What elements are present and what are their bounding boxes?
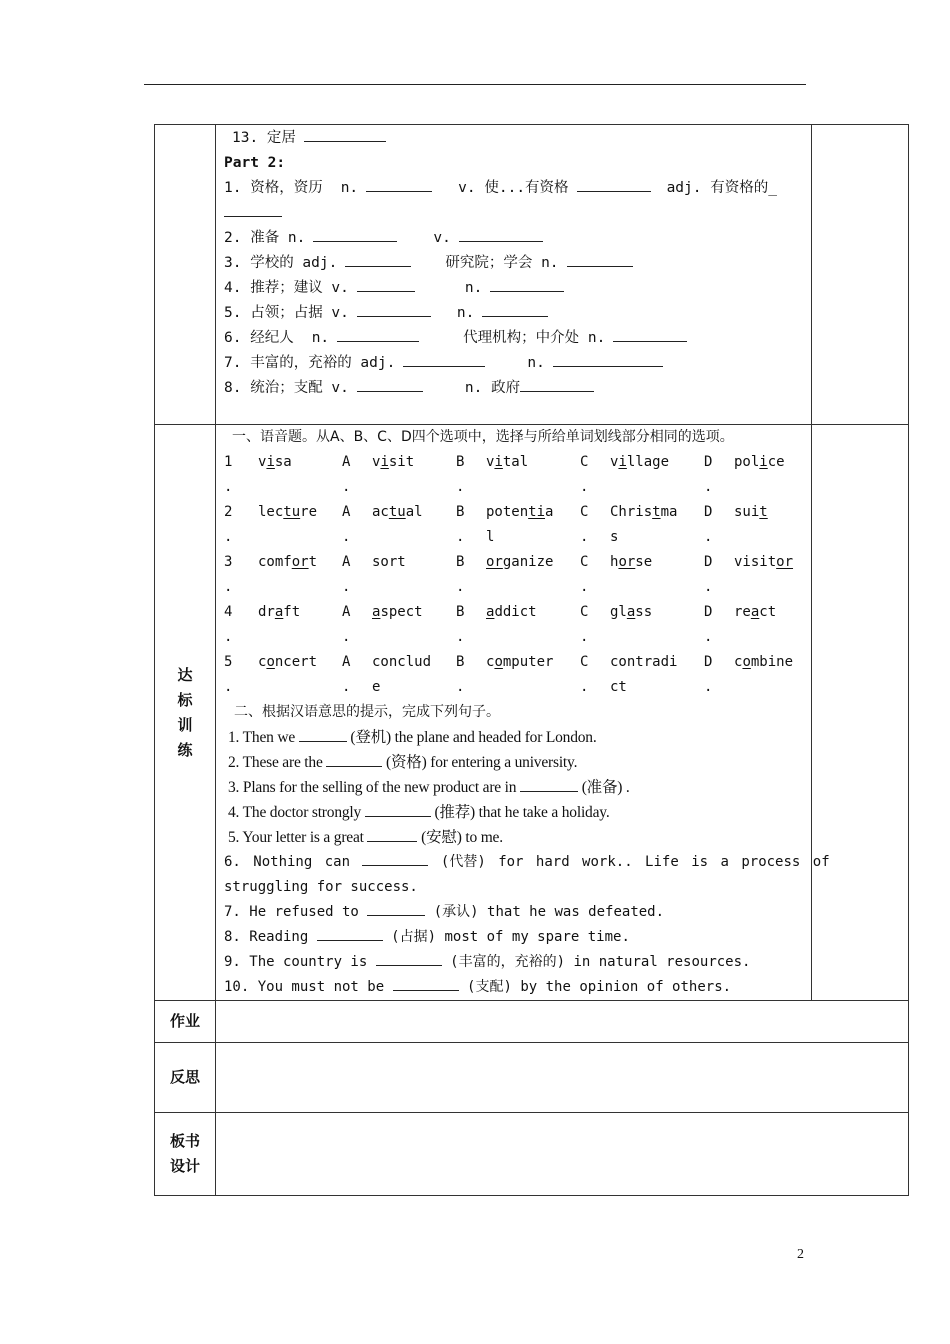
word-part: ddict	[494, 604, 537, 620]
sentence-item: 5. Your letter is a great (安慰) to me.	[216, 825, 811, 850]
underlined-part: i	[494, 454, 503, 470]
mcq-number: 1	[224, 454, 233, 470]
word-part: Chris	[610, 504, 653, 520]
word-part: ganize	[502, 554, 554, 570]
vocab-item-1: 1. 资格，资历 n. v. 使...有资格 adj. 有资格的_	[216, 176, 811, 201]
empty-label-cell	[155, 125, 216, 425]
option-letter: C	[580, 454, 589, 470]
mcq-option-word	[610, 450, 704, 475]
option-letter: A	[342, 454, 351, 470]
option-letter: B	[456, 454, 465, 470]
word-continuation: ct	[610, 679, 627, 695]
word-part: mbine	[750, 654, 794, 670]
word-part: al	[405, 504, 423, 520]
underlined-part: i	[759, 454, 768, 470]
mcq-option-word	[372, 450, 456, 475]
option-letter: B	[456, 654, 465, 670]
mcq-number: 3	[224, 554, 233, 570]
word-continuation: l	[486, 529, 495, 545]
notes-cell	[812, 425, 909, 1001]
option-letter: D	[704, 504, 713, 520]
option-letter: A	[342, 654, 351, 670]
answer-blank	[393, 975, 459, 991]
chinese-hint: (丰富的，充裕的)	[450, 954, 566, 970]
option-letter: C	[580, 654, 589, 670]
option-letter: D	[704, 454, 713, 470]
sentence-item: 8. Reading (占据) most of my spare time.	[216, 925, 811, 950]
mcq-option-word	[486, 550, 580, 575]
word-part: sort	[372, 554, 406, 570]
underlined-part: or	[486, 554, 503, 570]
vocab-item-3: 3. 学校的 adj. 研究院；学会 n.	[216, 251, 811, 276]
section1-title: 一、语音题。从A、B、C、D四个选项中，选择与所给单词划线部分相同的选项。	[232, 429, 734, 445]
mcq-option-word	[734, 550, 804, 575]
vocab-item-1-cont	[216, 201, 811, 226]
word-part: visit	[734, 554, 777, 570]
option-letter: D	[704, 604, 713, 620]
mcq-option-word	[486, 650, 580, 675]
underlined-part: o	[266, 654, 275, 670]
word-part: comf	[258, 554, 292, 570]
mcq-option-word	[486, 450, 580, 475]
answer-blank	[376, 950, 442, 966]
word-part: poten	[486, 504, 529, 520]
underlined-part: o	[742, 654, 751, 670]
lesson-table	[154, 124, 909, 1196]
header-rule	[144, 84, 806, 85]
word-part: sa	[274, 454, 292, 470]
underlined-part: ti	[528, 504, 546, 520]
chinese-hint: (推荐)	[434, 804, 475, 821]
mcq-option-word	[734, 450, 804, 475]
option-letter: C	[580, 504, 589, 520]
option-letter: A	[342, 604, 351, 620]
sentence-item: 7. He refused to (承认) that he was defeated.	[216, 900, 811, 925]
vocab-section	[216, 125, 812, 425]
word-part: llage	[626, 454, 670, 470]
word-part: sui	[734, 504, 760, 520]
vocab-item-8: 8. 统治；支配 v. n. 政府	[216, 376, 811, 401]
word-part: v	[372, 454, 381, 470]
mcq-option-word	[486, 500, 580, 525]
underlined-part: a	[274, 604, 284, 620]
answer-blank	[520, 776, 578, 792]
mcq-row-dots: . . . l . s .	[224, 525, 804, 550]
mcq-row-dots: . . e . . ct .	[224, 675, 804, 700]
word-part: spect	[380, 604, 423, 620]
option-letter: C	[580, 554, 589, 570]
chinese-hint: (承认)	[433, 904, 479, 920]
option-letter: D	[704, 654, 713, 670]
answer-blank	[326, 751, 382, 767]
word-part: ac	[372, 504, 389, 520]
word-part: c	[258, 654, 267, 670]
word-part: pol	[734, 454, 760, 470]
sentence-item: 9. The country is (丰富的，充裕的) in natural resources.	[216, 950, 811, 975]
word-part: lec	[258, 504, 284, 520]
word-part: ft	[283, 604, 301, 620]
sentence-item: 4. The doctor strongly (推荐) that he take a holiday.	[216, 800, 811, 825]
word-part: a	[545, 504, 554, 520]
underlined-part: t	[759, 504, 768, 520]
mcq-option-word	[610, 550, 704, 575]
mcq-row	[224, 500, 804, 525]
vocab-item-4: 4. 推荐；建议 v. n.	[216, 276, 811, 301]
mcq-row-dots: . . . . .	[224, 479, 713, 495]
chinese-hint: (安慰)	[421, 829, 462, 846]
mcq-number: 4	[224, 604, 233, 620]
underlined-part: a	[626, 604, 636, 620]
option-letter: C	[580, 604, 589, 620]
mcq-option-word	[734, 650, 804, 675]
mcq-option-word	[610, 600, 704, 625]
sentence-6-cont: struggling for success.	[224, 879, 418, 895]
vocab-item-6: 6. 经纪人 n. 代理机构；中介处 n.	[216, 326, 811, 351]
reflection-cell	[216, 1043, 909, 1113]
practice-label: 达 标 训 练	[155, 425, 216, 1001]
sentence-item: 3. Plans for the selling of the new product are in (准备) .	[216, 775, 811, 800]
underlined-part: or	[618, 554, 636, 570]
mcq-number: 5	[224, 654, 233, 670]
practice-section	[216, 425, 830, 1001]
word-part: h	[610, 554, 619, 570]
answer-blank	[367, 900, 425, 916]
mcq-option-word	[486, 600, 580, 625]
page-number: 2	[797, 1247, 804, 1262]
underlined-part: i	[618, 454, 627, 470]
mcq-option-word	[372, 550, 456, 575]
mcq-target-word	[258, 500, 342, 525]
answer-blank	[365, 801, 431, 817]
mcq-row	[224, 550, 804, 575]
word-part: ce	[767, 454, 785, 470]
underlined-part: a	[486, 604, 495, 620]
answer-blank	[317, 925, 383, 941]
mcq-target-word	[258, 450, 342, 475]
option-letter: A	[342, 504, 351, 520]
word-part: re	[300, 504, 318, 520]
underlined-part: o	[494, 654, 503, 670]
homework-cell	[216, 1001, 909, 1043]
mcq-number: 2	[224, 504, 233, 520]
word-part: c	[486, 654, 495, 670]
underlined-part: tu	[388, 504, 406, 520]
mcq-row	[224, 600, 804, 625]
mcq-option-word	[610, 500, 704, 525]
answer-blank	[299, 726, 347, 742]
word-part: ss	[635, 604, 653, 620]
word-part: c	[734, 654, 743, 670]
word-part: se	[635, 554, 653, 570]
board-design-label: 板书 设计	[155, 1113, 216, 1196]
sentence-6: 6. Nothing can (代替) for hard work.. Life is a process of	[216, 850, 811, 875]
word-part: v	[610, 454, 619, 470]
word-part: ma	[660, 504, 678, 520]
word-part: t	[308, 554, 318, 570]
mcq-option-word	[734, 500, 804, 525]
mcq-target-word	[258, 600, 342, 625]
homework-label: 作业	[155, 1001, 216, 1043]
board-design-cell	[216, 1113, 909, 1196]
phonetics-question-table	[224, 450, 804, 700]
word-part: sit	[388, 454, 415, 470]
word-part: ct	[759, 604, 777, 620]
part2-heading: Part 2:	[224, 155, 286, 171]
mcq-target-word	[258, 650, 342, 675]
mcq-option-word	[372, 500, 456, 525]
word-part: v	[486, 454, 495, 470]
answer-blank	[367, 826, 417, 842]
underlined-part: a	[750, 604, 760, 620]
option-letter: B	[456, 504, 465, 520]
mcq-row	[224, 450, 804, 475]
sentence-item: 10. You must not be (支配) by the opinion of others.	[216, 975, 811, 1000]
word-part: mputer	[502, 654, 554, 670]
chinese-hint: (登机)	[350, 729, 391, 746]
mcq-target-word	[258, 550, 342, 575]
vocab-item-5: 5. 占领；占据 v. n.	[216, 301, 811, 326]
underlined-part: a	[372, 604, 381, 620]
word-part: contradi	[610, 654, 678, 670]
mcq-row	[224, 650, 804, 675]
word-part: re	[734, 604, 751, 620]
vocab-item-7: 7. 丰富的，充裕的 adj. n.	[216, 351, 811, 376]
word-part: conclud	[372, 654, 432, 670]
mcq-row-dots: . . . . .	[224, 629, 713, 645]
vocab-item-2: 2. 准备 n. v.	[216, 226, 811, 251]
chinese-hint: (占据)	[391, 929, 437, 945]
word-part: gl	[610, 604, 627, 620]
mcq-option-word	[372, 650, 456, 675]
word-part: tal	[502, 454, 529, 470]
underlined-part: or	[291, 554, 309, 570]
chinese-hint: (资格)	[386, 754, 427, 771]
underlined-part: i	[266, 454, 275, 470]
mcq-row-dots: . . . . .	[224, 579, 713, 595]
option-letter: A	[342, 554, 351, 570]
underlined-part: i	[380, 454, 389, 470]
option-letter: B	[456, 604, 465, 620]
sentence-item: 2. These are the (资格) for entering a university.	[216, 750, 811, 775]
underlined-part: t	[652, 504, 661, 520]
word-continuation: s	[610, 529, 619, 545]
chinese-hint: (准备)	[581, 779, 623, 796]
chinese-hint: (支配)	[467, 979, 512, 995]
word-part: v	[258, 454, 267, 470]
mcq-option-word	[372, 600, 456, 625]
mcq-option-word	[610, 650, 704, 675]
vocab-item-13: 13. 定居	[216, 126, 811, 151]
option-letter: B	[456, 554, 465, 570]
underlined-part: or	[776, 554, 794, 570]
mcq-option-word	[734, 600, 804, 625]
word-continuation: e	[372, 679, 381, 695]
underlined-part: tu	[283, 504, 301, 520]
word-part: ncert	[274, 654, 318, 670]
reflection-label: 反思	[155, 1043, 216, 1113]
section2-title: 二、根据汉语意思的提示，完成下列句子。	[234, 704, 500, 720]
word-part: dr	[258, 604, 275, 620]
option-letter: D	[704, 554, 713, 570]
notes-cell	[812, 125, 909, 425]
sentence-item: 1. Then we (登机) the plane and headed for London.	[216, 725, 811, 750]
